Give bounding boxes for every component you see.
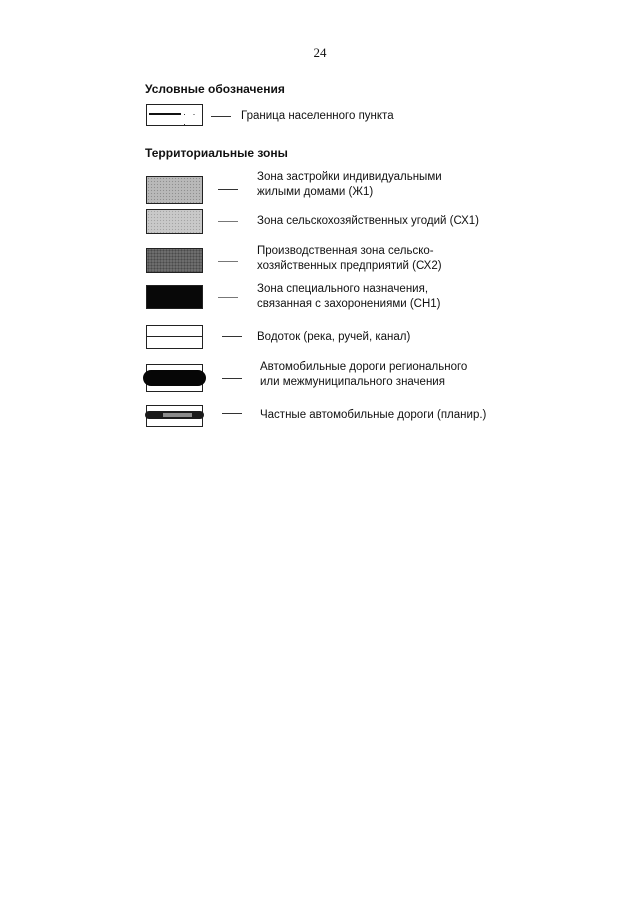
leader-dash bbox=[218, 189, 238, 190]
ch1-label: Зона специального назначения, связанная с захоронениями (СН1) bbox=[257, 283, 441, 310]
zh1-label: Зона застройки индивидуальными жилыми домами (Ж1) bbox=[257, 171, 442, 198]
leader-dash bbox=[218, 221, 238, 222]
zh1-swatch bbox=[146, 176, 203, 204]
leader-dash bbox=[218, 261, 238, 262]
private-road-inner bbox=[163, 413, 192, 417]
legend-heading: Условные обозначения bbox=[145, 82, 285, 96]
leader-dash bbox=[222, 378, 242, 379]
ch1-swatch bbox=[146, 285, 203, 309]
boundary-dots: · · · bbox=[183, 109, 198, 129]
leader-dash bbox=[218, 297, 238, 298]
regional-roads-label: Автомобильные дороги регионального или межмуниципального значения bbox=[260, 361, 468, 388]
private-roads-label: Частные автомобильные дороги (планир.) bbox=[260, 409, 487, 421]
regional-road-pill bbox=[143, 370, 206, 386]
boundary-swatch bbox=[146, 104, 203, 129]
leader-dash bbox=[211, 116, 231, 117]
cx1-label: Зона сельскохозяйственных угодий (СХ1) bbox=[257, 215, 480, 227]
cx1-swatch bbox=[146, 209, 203, 234]
cx2-swatch bbox=[146, 248, 203, 273]
page-number: 24 bbox=[313, 45, 327, 60]
zones-heading: Территориальные зоны bbox=[145, 146, 288, 160]
leader-dash bbox=[222, 413, 242, 414]
regional-roads-swatch bbox=[146, 364, 203, 392]
leader-dash bbox=[222, 336, 242, 337]
watercourse-line bbox=[147, 336, 202, 337]
boundary-label: Граница населенного пункта bbox=[241, 110, 394, 122]
boundary-solid-line bbox=[149, 113, 181, 115]
cx2-label: Производственная зона сельско- хозяйственных предприятий (СХ2) bbox=[257, 245, 442, 272]
private-roads-swatch bbox=[146, 405, 203, 427]
watercourse-swatch bbox=[146, 325, 203, 349]
watercourse-label: Водоток (река, ручей, канал) bbox=[257, 331, 411, 343]
